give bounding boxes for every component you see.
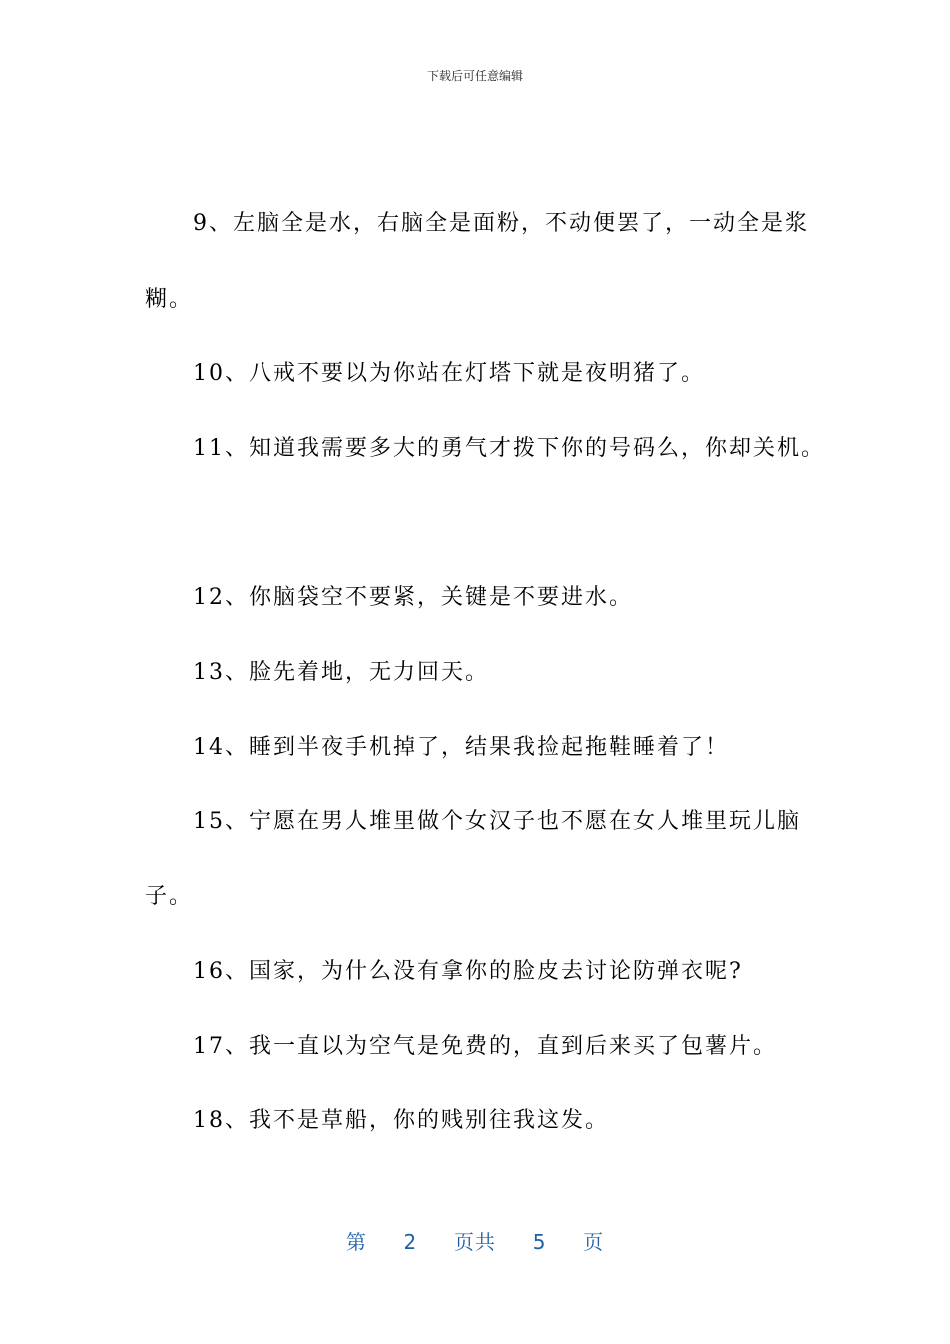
page-footer [0, 1226, 950, 1255]
line-9: 9、左脑全是水，右脑全是面粉，不动便罢了，一动全是浆 [193, 211, 809, 236]
line-12: 12、你脑袋空不要紧，关键是不要进水。 [193, 585, 633, 610]
line-10: 10、八戒不要以为你站在灯塔下就是夜明猪了。 [193, 361, 705, 386]
line-17: 17、我一直以为空气是免费的，直到后来买了包薯片。 [193, 1034, 777, 1059]
footer-middle: 页共 [454, 1230, 496, 1254]
footer-suffix: 页 [583, 1230, 605, 1254]
line-15: 15、宁愿在男人堆里做个女汉子也不愿在女人堆里玩儿脑 [193, 809, 801, 834]
line-16: 16、国家，为什么没有拿你的脸皮去讨论防弹衣呢? [193, 959, 743, 984]
total-pages-number: 5 [532, 1230, 547, 1254]
line-18: 18、我不是草船，你的贱别往我这发。 [193, 1108, 609, 1133]
footer-prefix: 第 [345, 1230, 367, 1254]
header-note: 下载后可任意编辑 [426, 69, 523, 83]
line-9-continued: 糊。 [145, 287, 194, 312]
line-13: 13、脸先着地，无力回天。 [193, 660, 489, 685]
line-14: 14、睡到半夜手机掉了，结果我捡起拖鞋睡着了！ [193, 735, 729, 760]
line-11: 11、知道我需要多大的勇气才拨下你的号码么，你却关机。 [193, 436, 825, 461]
current-page-number: 2 [403, 1230, 418, 1254]
line-15-continued: 子。 [145, 884, 194, 909]
